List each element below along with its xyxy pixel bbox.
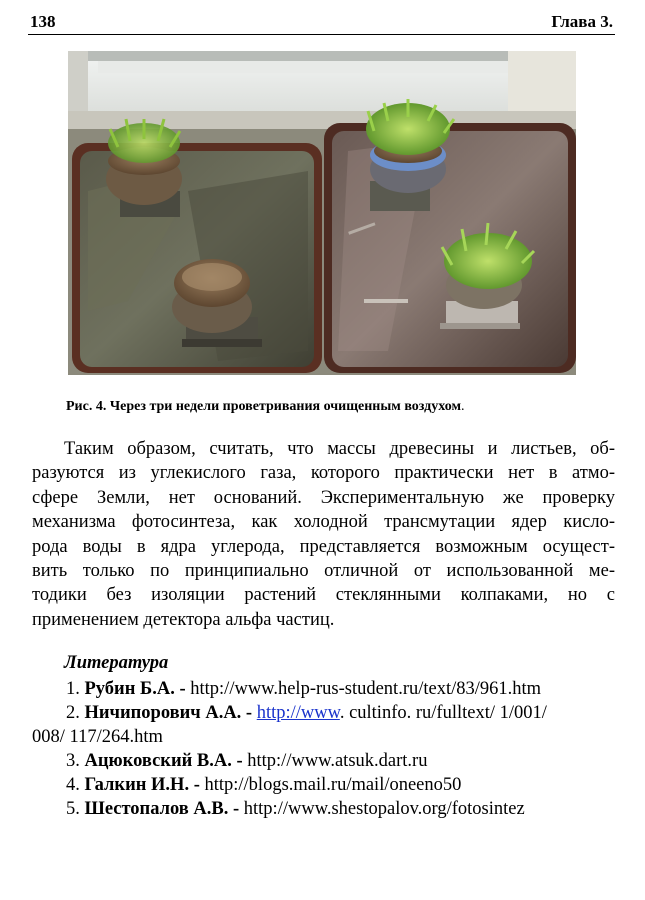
reference-url: . cultinfo. ru/fulltext/ 1/001/ bbox=[339, 703, 547, 723]
paragraph-line: Таким образом, считать, что массы древесины и листьев, об- bbox=[64, 439, 615, 459]
paragraph-line: применением детектора альфа частиц. bbox=[32, 609, 335, 630]
reference-number: 1. bbox=[66, 679, 80, 699]
reference-author: Галкин И.Н. - bbox=[84, 775, 200, 795]
reference-item bbox=[32, 773, 615, 797]
paragraph-line: сфере Земли, нет оснований. Экспериментальную же проверку bbox=[32, 487, 615, 508]
reference-item bbox=[32, 797, 615, 821]
reference-number: 4. bbox=[66, 775, 80, 795]
paragraph-line: тодики без изоляции растений стеклянными колпаками, но с bbox=[32, 585, 615, 606]
paragraph-line: разуются из углекислого газа, которого практически нет в атмо- bbox=[32, 463, 615, 484]
reference-item bbox=[32, 677, 615, 701]
paragraph-line: рода воды в ядра углерода, представляется возможным осущест- bbox=[32, 536, 615, 557]
figure-caption-period: . bbox=[461, 399, 465, 414]
reference-number: 5. bbox=[66, 799, 80, 819]
reference-author: Рубин Б.А. - bbox=[84, 679, 186, 699]
reference-number: 2. bbox=[66, 703, 80, 723]
reference-author: Ацюковский В.А. - bbox=[84, 751, 243, 771]
page-header bbox=[28, 10, 615, 35]
reference-item-continuation: 008/ 117/264.htm bbox=[32, 727, 163, 747]
reference-url: http://www.atsuk.dart.ru bbox=[242, 751, 428, 771]
reference-url: http://www.shestopalov.org/fotosintez bbox=[239, 799, 525, 819]
reference-author: Ничипорович А.А. - bbox=[84, 703, 253, 723]
reference-author: Шестопалов А.В. - bbox=[84, 799, 240, 819]
chapter-title: Глава 3. bbox=[551, 12, 613, 31]
reference-link[interactable]: http://www bbox=[256, 703, 340, 723]
paragraph-line: механизма фотосинтеза, как холодной трансмутации ядер кисло- bbox=[32, 512, 615, 533]
reference-number: 3. bbox=[66, 751, 80, 771]
body-paragraph bbox=[32, 437, 615, 632]
reference-list bbox=[32, 677, 615, 821]
reference-item bbox=[32, 701, 615, 725]
figure-photo bbox=[68, 51, 576, 375]
reference-url: http://blogs.mail.ru/mail/oneeno50 bbox=[199, 775, 462, 795]
reference-url: http://www.help-rus-student.ru/text/83/961.htm bbox=[185, 679, 542, 699]
paragraph-line: вить только по принципиально отличной от использованной ме- bbox=[32, 560, 615, 581]
literature-heading: Литература bbox=[64, 653, 169, 673]
figure-caption bbox=[66, 399, 586, 415]
page-number: 138 bbox=[30, 12, 56, 31]
reference-item bbox=[32, 749, 615, 773]
figure-caption-text: Рис. 4. Через три недели проветривания очищенным воздухом bbox=[66, 399, 461, 414]
